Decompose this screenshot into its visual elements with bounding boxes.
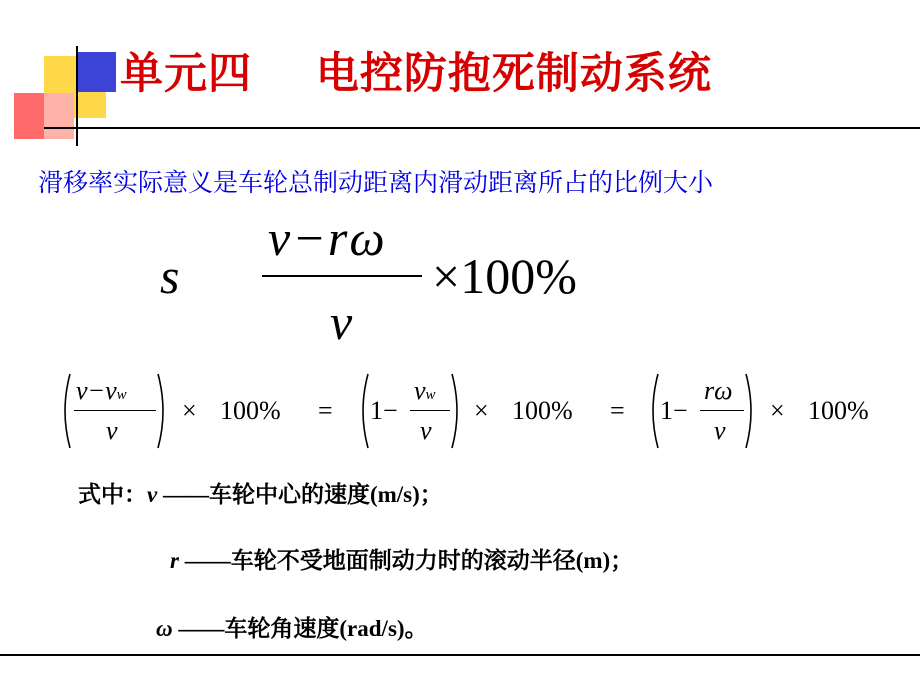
definition-omega: ω ——车轮角速度(rad/s)。: [156, 616, 428, 642]
percent-3: 100%: [808, 396, 869, 425]
term2-denominator: v: [420, 416, 432, 445]
header-divider-line: [44, 127, 920, 129]
percent-2: 100%: [512, 396, 573, 425]
term1-denominator: v: [106, 416, 118, 445]
definition-r: r ——车轮不受地面制动力时的滚动半径(m)；: [170, 548, 634, 574]
right-paren-3: [744, 372, 758, 450]
definition-v: 式中：v ——车轮中心的速度(m/s)；: [78, 482, 443, 508]
percent-1: 100%: [220, 396, 281, 425]
deco-vertical-line: [76, 46, 78, 146]
definition-intro: 式中：: [78, 482, 147, 508]
symbol-r: r: [170, 548, 179, 573]
left-paren-1: [58, 372, 72, 450]
formula-fraction-bar: [262, 275, 422, 277]
times-1: ×: [182, 396, 197, 425]
right-paren-2: [450, 372, 464, 450]
term3-denominator: v: [714, 416, 726, 445]
term3-fraction-bar: [700, 410, 744, 411]
footer-divider-line: [0, 654, 920, 656]
left-paren-2: [356, 372, 370, 450]
formula-denominator: v: [330, 294, 353, 350]
term3-one-minus: 1−: [660, 396, 688, 425]
term3-numerator: rω: [704, 376, 733, 405]
term2-numerator: vw: [414, 376, 436, 405]
subtitle-text: 滑移率实际意义是车轮总制动距离内滑动距离所占的比例大小: [38, 168, 714, 197]
symbol-omega: ω: [156, 616, 173, 641]
times-2: ×: [474, 396, 489, 425]
equals-2: =: [610, 396, 625, 425]
formula-lhs: s: [160, 248, 180, 304]
formula-numerator: v−rω: [268, 210, 387, 266]
term2-fraction-bar: [410, 410, 450, 411]
term2-one-minus: 1−: [370, 396, 398, 425]
deco-square-blue: [76, 52, 116, 92]
term1-fraction-bar: [74, 410, 156, 411]
term1-numerator: v−vw: [76, 376, 127, 405]
slide-title: 单元四 电控防抱死制动系统: [120, 49, 712, 99]
right-paren-1: [156, 372, 170, 450]
formula-tail: ×100%: [432, 248, 577, 304]
deco-square-pink: [44, 93, 74, 139]
times-3: ×: [770, 396, 785, 425]
symbol-v: v: [147, 482, 158, 507]
left-paren-3: [646, 372, 660, 450]
equals-1: =: [318, 396, 333, 425]
